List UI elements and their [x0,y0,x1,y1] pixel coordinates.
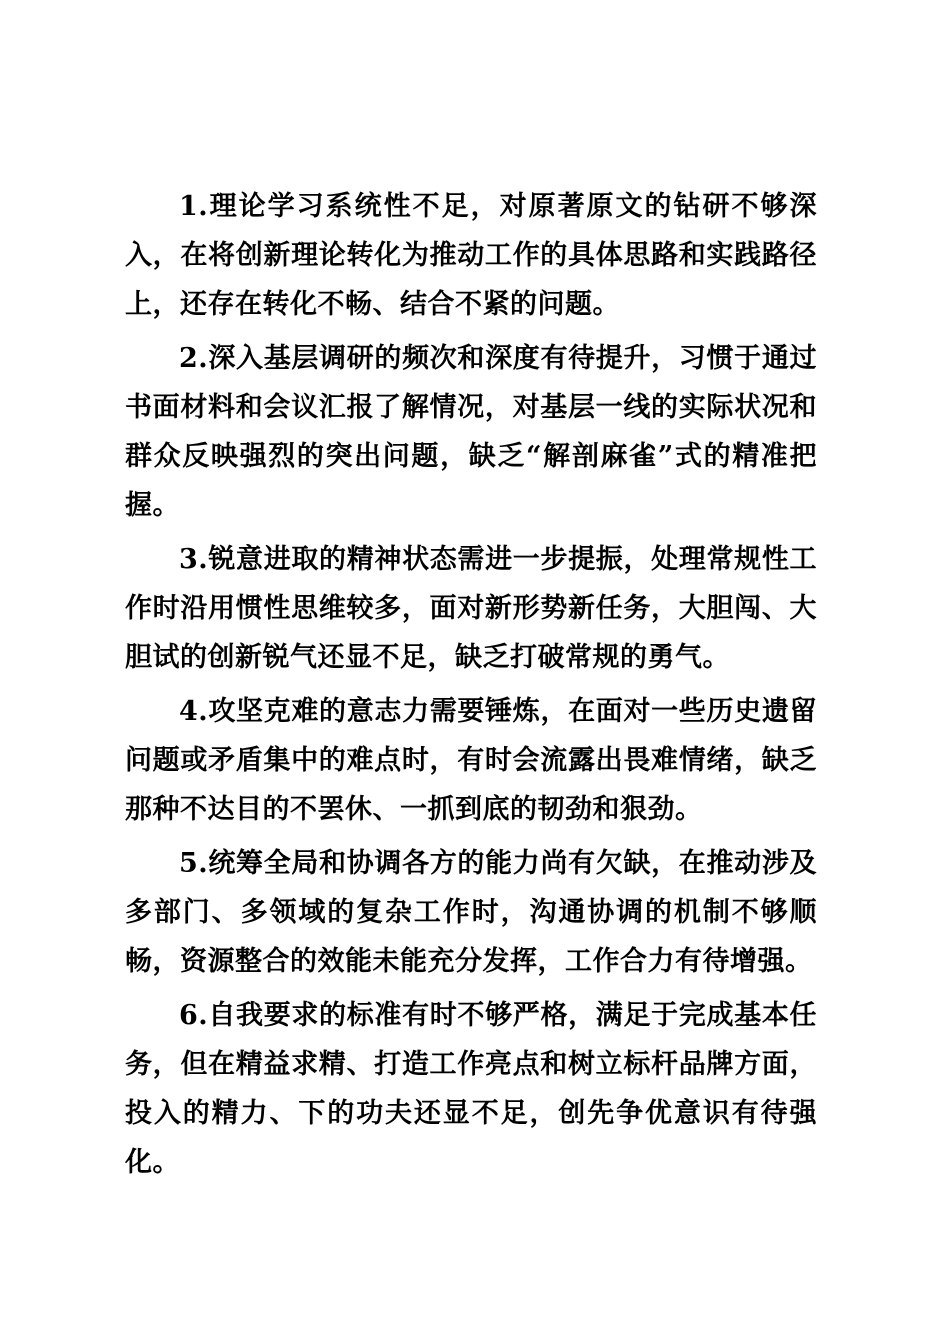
paragraph-item-2: 2.深入基层调研的频次和深度有待提升，习惯于通过书面材料和会议汇报了解情况，对基层一线的实际状况和群众反映强烈的突出问题，缺乏“解剖麻雀”式的精准把握。 [125,343,817,521]
paragraph-item-3: 3.锐意进取的精神状态需进一步提振，处理常规性工作时沿用惯性思维较多，面对新形势新任务，大胆闯、大胆试的创新锐气还显不足，缺乏打破常规的勇气。 [125,544,817,673]
paragraph-item-1: 1.理论学习系统性不足，对原著原文的钻研不够深入，在将创新理论转化为推动工作的具体思路和实践路径上，还存在转化不畅、结合不紧的问题。 [125,191,817,320]
document-body [125,182,817,1192]
paragraph-item-4: 4.攻坚克难的意志力需要锤炼，在面对一些历史遗留问题或矛盾集中的难点时，有时会流露出畏难情绪，缺乏那种不达目的不罢休、一抓到底的韧劲和狠劲。 [125,696,817,825]
paragraph-item-5: 5.统筹全局和协调各方的能力尚有欠缺，在推动涉及多部门、多领域的复杂工作时，沟通协调的机制不够顺畅，资源整合的效能未能充分发挥，工作合力有待增强。 [125,848,817,977]
paragraph-item-6: 6.自我要求的标准有时不够严格，满足于完成基本任务，但在精益求精、打造工作亮点和树立标杆品牌方面，投入的精力、下的功夫还显不足，创先争优意识有待强化。 [125,1000,817,1178]
